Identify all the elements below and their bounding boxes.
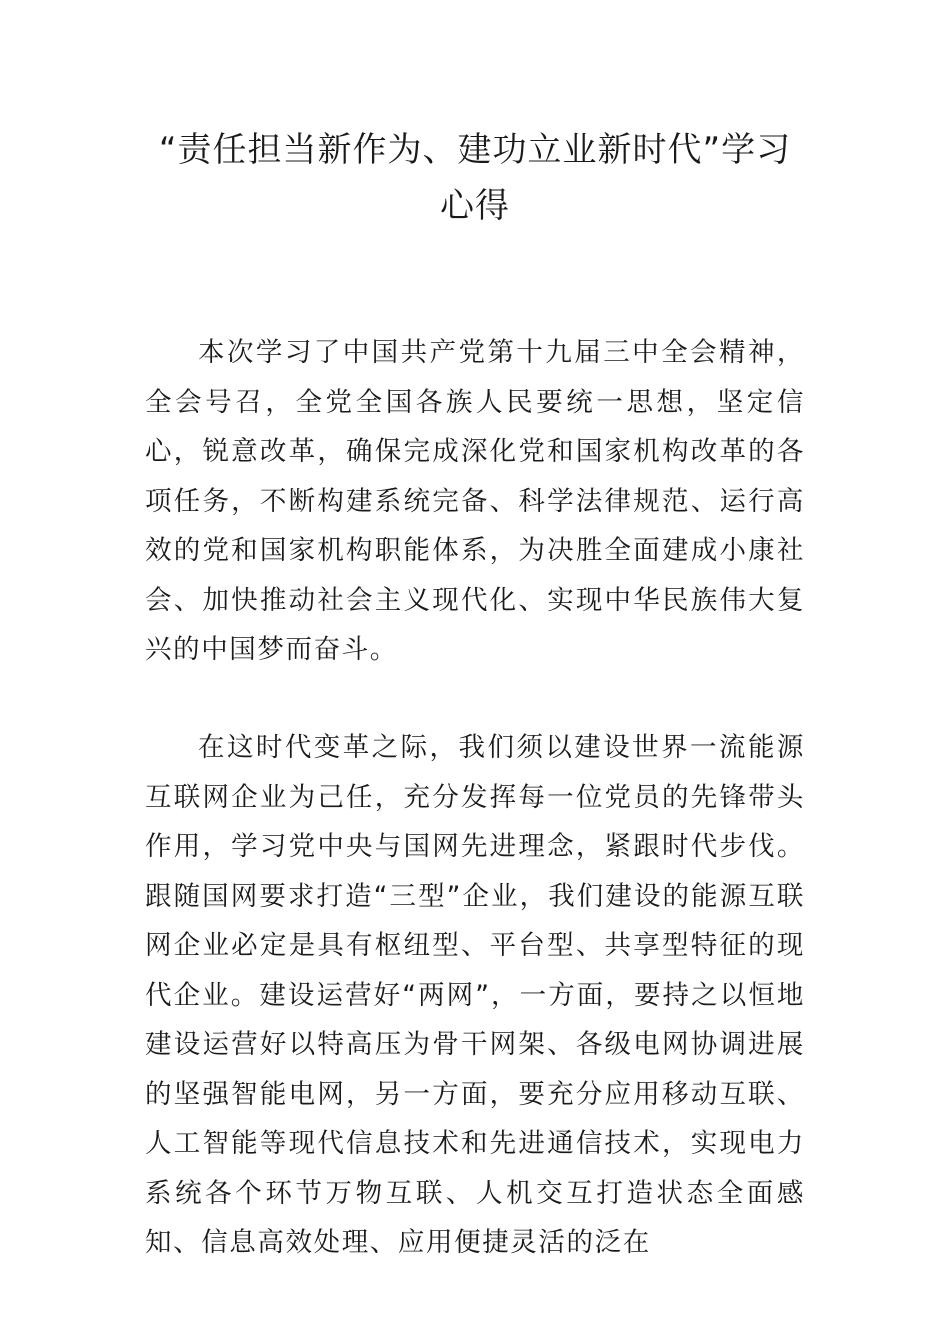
body-paragraph-1: 本次学习了中国共产党第十九届三中全会精神，全会号召，全党全国各族人民要统一思想，坚定信心，锐意改革，确保完成深化党和国家机构改革的各项任务，不断构建系统完备、科学法律规范、运行高效的党和国家机构职能体系，为决胜全面建成小康社会、加快推动社会主义现代化、实现中华民族伟大复兴的中国梦而奋斗。 (145, 337, 805, 665)
document-title: “责任担当新作为、建功立业新时代”学习心得 (158, 130, 792, 226)
body-paragraph-2: 在这时代变革之际，我们须以建设世界一流能源互联网企业为己任，充分发挥每一位党员的先锋带头作用，学习党中央与国网先进理念，紧跟时代步伐。跟随国网要求打造“三型”企业，我们建设的能源互联网企业必定是具有枢纽型、平台型、共享型特征的现代企业。建设运营好“两网”，一方面，要持之以恒地建设运营好以特高压为骨干网架、各级电网协调进展的坚强智能电网，另一方面，要充分应用移动互联、人工智能等现代信息技术和先进通信技术，实现电力系统各个环节万物互联、人机交互打造状态全面感知、信息高效处理、应用便捷灵活的泛在 (145, 732, 805, 1258)
